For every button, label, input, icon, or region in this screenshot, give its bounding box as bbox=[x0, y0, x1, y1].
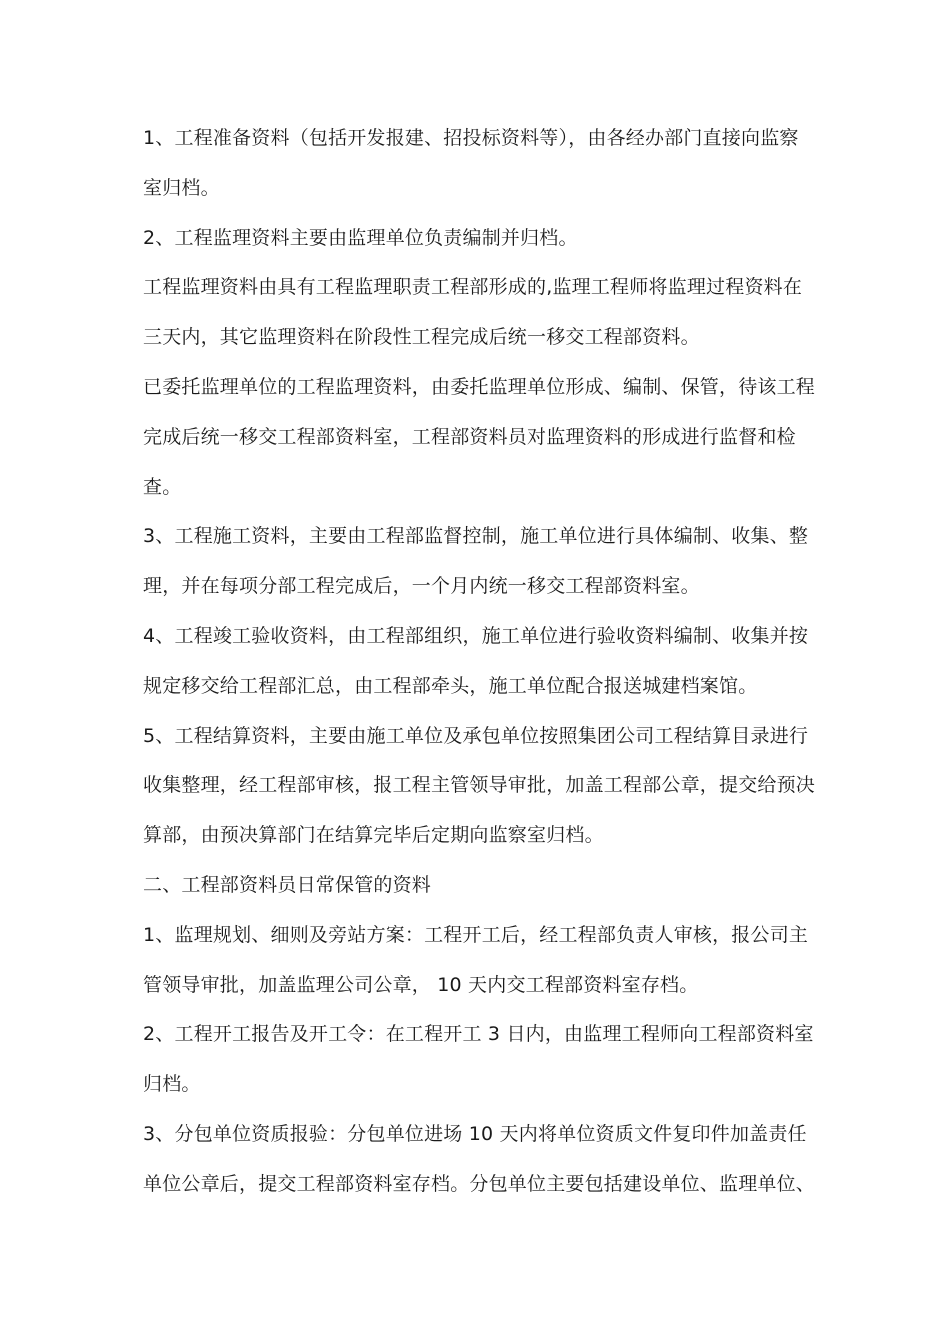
text-line: 1、工程准备资料（包括开发报建、招投标资料等），由各经办部门直接向监察 bbox=[143, 127, 799, 149]
section-heading: 二、工程部资料员日常保管的资料 bbox=[143, 873, 432, 896]
text-line: 收集整理，经工程部审核，报工程主管领导审批，加盖工程部公章，提交给预决 bbox=[143, 774, 816, 797]
text-line: 查。 bbox=[143, 475, 182, 498]
text-line: 归档。 bbox=[143, 1073, 201, 1096]
text-line: 室归档。 bbox=[143, 176, 220, 199]
text-line: 三天内，其它监理资料在阶段性工程完成后统一移交工程部资料。 bbox=[143, 326, 700, 349]
text-line: 4、工程竣工验收资料，由工程部组织，施工单位进行验收资料编制、收集并按 bbox=[143, 624, 809, 647]
text-line: 完成后统一移交工程部资料室，工程部资料员对监理资料的形成进行监督和检 bbox=[143, 425, 796, 448]
text-line: 已委托监理单位的工程监理资料，由委托监理单位形成、编制、保管，待该工程 bbox=[143, 375, 816, 398]
text-line: 2、工程监理资料主要由监理单位负责编制并归档。 bbox=[143, 226, 578, 249]
text-line: 算部，由预决算部门在结算完毕后定期向监察室归档。 bbox=[143, 824, 604, 847]
text-line: 工程监理资料由具有工程监理职责工程部形成的,监理工程师将监理过程资料在 bbox=[143, 276, 803, 299]
text-line: 单位公章后，提交工程部资料室存档。分包单位主要包括建设单位、监理单位、 bbox=[143, 1172, 816, 1195]
text-line: 5、工程结算资料，主要由施工单位及承包单位按照集团公司工程结算目录进行 bbox=[143, 724, 809, 747]
text-line: 理，并在每项分部工程完成后，一个月内统一移交工程部资料室。 bbox=[143, 575, 700, 598]
text-line: 3、工程施工资料，主要由工程部监督控制，施工单位进行具体编制、收集、整 bbox=[143, 525, 809, 548]
text-line: 管领导审批，加盖监理公司公章， 10 天内交工程部资料室存档。 bbox=[143, 973, 699, 996]
text-line: 3、分包单位资质报验：分包单位进场 10 天内将单位资质文件复印件加盖责任 bbox=[143, 1122, 807, 1145]
text-line: 1、监理规划、细则及旁站方案：工程开工后，经工程部负责人审核，报公司主 bbox=[143, 923, 809, 946]
document-body bbox=[143, 114, 816, 1210]
text-line: 规定移交给工程部汇总，由工程部牵头，施工单位配合报送城建档案馆。 bbox=[143, 674, 758, 697]
text-line: 2、工程开工报告及开工令：在工程开工 3 日内，由监理工程师向工程部资料室 bbox=[143, 1023, 814, 1046]
